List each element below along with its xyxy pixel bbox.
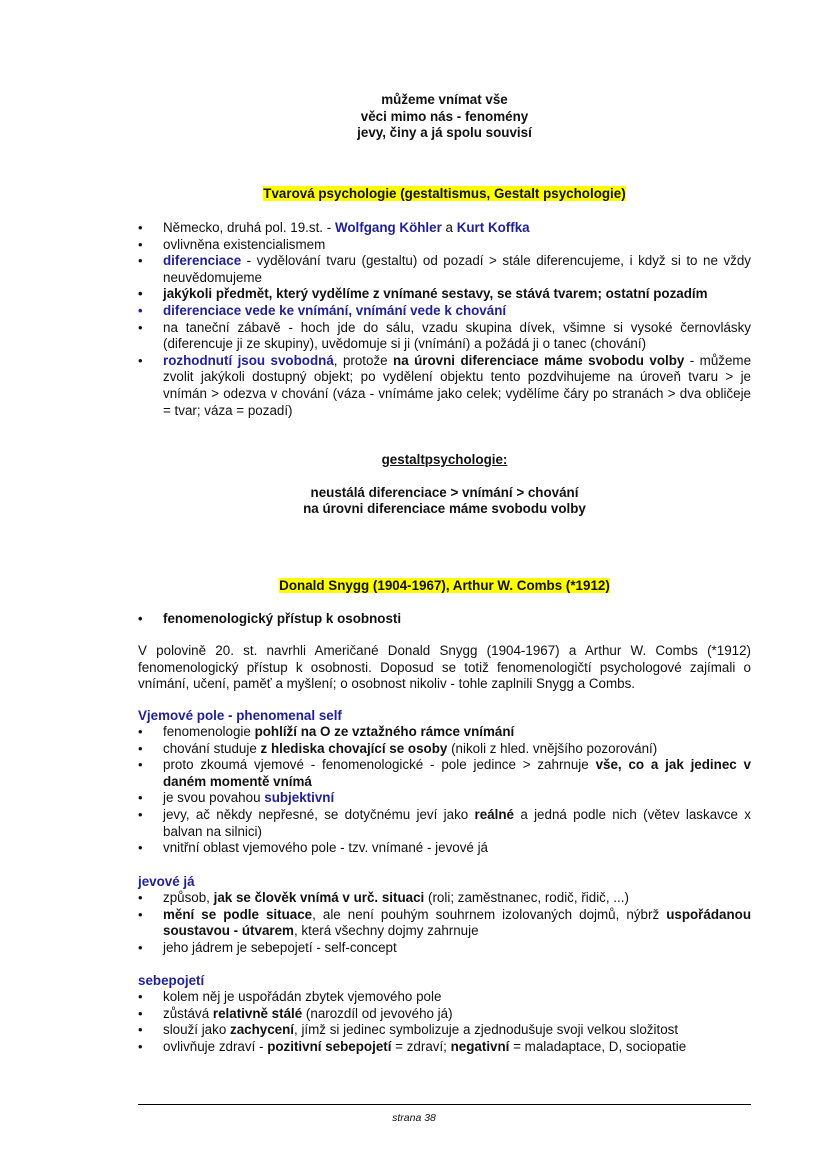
list-item: • diferenciace vede ke vnímání, vnímání vede k chování xyxy=(138,303,751,320)
intro-line: můžeme vnímat vše xyxy=(381,92,508,107)
text: , ale není pouhým souhrnem izolovaných dojmů, nýbrž xyxy=(312,906,667,922)
self-heading: jevové já xyxy=(138,874,195,889)
gestalt-list xyxy=(138,220,751,419)
text: relativně stálé xyxy=(212,1005,303,1021)
snygg-heading: Donald Snygg (1904-1967), Arthur W. Combs (*1912) xyxy=(279,578,610,593)
list-item xyxy=(138,907,751,940)
list-item xyxy=(138,890,751,907)
concept-list xyxy=(138,989,751,1055)
text: a xyxy=(441,220,457,235)
list-item xyxy=(138,1022,751,1039)
person-name: Kurt Koffka xyxy=(456,220,530,235)
text: slouží jako xyxy=(163,1022,230,1038)
list-item: • kolem něj je uspořádán zbytek vjemového pole xyxy=(138,989,751,1006)
text: jak se člověk vnímá v urč. situaci xyxy=(213,890,425,905)
text: proto zkoumá vjemové - fenomenologické - pole jedince > zahrnuje xyxy=(163,757,596,773)
text: pozitivní sebepojetí xyxy=(267,1038,392,1054)
gestalt-heading: Tvarová psychologie (gestaltismus, Gestalt psychologie) xyxy=(263,186,626,201)
snygg-heading-row xyxy=(138,578,751,595)
snygg-list xyxy=(138,611,751,628)
summary-block xyxy=(138,452,751,518)
intro-line: věci mimo nás - fenomény xyxy=(360,108,529,124)
term: diferenciace xyxy=(163,253,242,269)
footer-divider xyxy=(138,1104,751,1105)
list-item: • vnitřní oblast vjemového pole - tzv. vnímané - jevové já xyxy=(138,840,751,857)
list-item xyxy=(138,741,751,758)
intro-block xyxy=(138,92,751,142)
text: (roli; zaměstnanec, rodič, řidič, ...) xyxy=(424,890,629,905)
summary-title: gestaltpsychologie: xyxy=(381,452,508,467)
field-list xyxy=(138,724,751,857)
text: uspořádanou soustavou - útvarem xyxy=(163,906,751,939)
list-item xyxy=(138,253,751,286)
text: fenomenologie xyxy=(163,724,255,739)
text: a jedná podle nich (větev laskavce x balvan na silnici) xyxy=(163,806,751,839)
text: - můžeme zvolit jakýkoli dostupný objekt; po vydělení objektu tento pozdvihujeme na úroveň tvaru > je vnímán > odezva v chování (váza - vnímáme jako celek; vydělíme čáry po stranách > dva obličeje = tvar; váza = pozadí) xyxy=(163,352,752,418)
text: negativní xyxy=(450,1038,510,1054)
page-number: strana 38 xyxy=(392,1112,436,1124)
text: jevy, ač někdy nepřesné, se dotyčnému jeví jako xyxy=(163,806,475,822)
text: pohlíží na O ze vztažného rámce vnímání xyxy=(254,724,515,739)
text: , jímž si jedinec symbolizuje a zjednodušuje svoji velkou složitost xyxy=(294,1022,679,1038)
text: reálné xyxy=(474,806,514,822)
list-item xyxy=(138,757,751,790)
gestalt-heading-row xyxy=(138,186,751,203)
text: ovlivňuje zdraví - xyxy=(163,1038,268,1054)
text: , protože xyxy=(333,352,394,368)
text: (narozdíl od jevového já) xyxy=(302,1005,453,1021)
text: (nikoli z hled. vnějšího pozorování) xyxy=(447,740,658,756)
list-item xyxy=(138,220,751,237)
summary-line: na úrovni diferenciace máme svobodu volby xyxy=(303,501,586,517)
text: z hlediska chovající se osoby xyxy=(260,740,448,756)
text: chování studuje xyxy=(163,740,261,756)
text: = zdraví; xyxy=(391,1038,451,1054)
text: je svou povahou xyxy=(163,790,265,806)
list-item xyxy=(138,807,751,840)
term: subjektivní xyxy=(264,790,335,806)
list-item xyxy=(138,724,751,741)
snygg-paragraph: V polovině 20. st. navrhli Američané Donald Snygg (1904-1967) a Arthur W. Combs (*1912) fenomenologický přístup k osobnosti. Doposud se totiž fenomenologičtí psychologové zajímali o vnímání, učení, paměť a myšlení; o osobnost nikoliv - tohle zaplnili Snygg a Combs. xyxy=(138,643,751,692)
list-item: • na taneční zábavě - hoch jde do sálu, vzadu skupina dívek, všimne si vysoké černovlásky (diferencuje ji ze skupiny), uvědomuje si ji (vnímání) a požádá ji o tanec (chování) xyxy=(138,320,751,353)
text: zůstává xyxy=(163,1005,213,1021)
list-item xyxy=(138,1039,751,1056)
field-heading: Vjemové pole - phenomenal self xyxy=(138,708,342,723)
list-item: • jakýkoli předmět, který vydělíme z vnímané sestavy, se stává tvarem; ostatní pozadím xyxy=(138,286,751,303)
summary-line: neustálá diferenciace > vnímání > chování xyxy=(310,484,579,500)
text: , která všechny dojmy zahrnuje xyxy=(293,923,479,939)
list-item: • jeho jádrem je sebepojetí - self-concept xyxy=(138,940,751,957)
text: = maladaptace, D, sociopatie xyxy=(509,1038,687,1054)
text: Německo, druhá pol. 19.st. - xyxy=(163,220,335,235)
text: na úrovni diferenciace máme svobodu volby xyxy=(393,352,685,368)
intro-line: jevy, činy a já spolu souvisí xyxy=(357,125,532,141)
list-item xyxy=(138,1006,751,1023)
text: vše, co a jak jedinec v daném momentě vnímá xyxy=(163,757,751,789)
text: způsob, xyxy=(163,890,214,905)
self-list xyxy=(138,890,751,956)
concept-heading: sebepojetí xyxy=(138,973,205,988)
list-item: • ovlivněna existencialismem xyxy=(138,237,751,254)
list-item xyxy=(138,790,751,807)
list-item: • fenomenologický přístup k osobnosti xyxy=(138,611,751,628)
list-item xyxy=(138,353,751,419)
text: mění se podle situace xyxy=(163,906,313,922)
text: - vydělování tvaru (gestaltu) od pozadí > stále diferencujeme, i když si to ne vždy neuvědomujeme xyxy=(163,253,751,285)
term: rozhodnutí jsou svobodná xyxy=(163,352,334,368)
person-name: Wolfgang Köhler xyxy=(334,220,442,235)
text: zachycení xyxy=(230,1022,295,1038)
